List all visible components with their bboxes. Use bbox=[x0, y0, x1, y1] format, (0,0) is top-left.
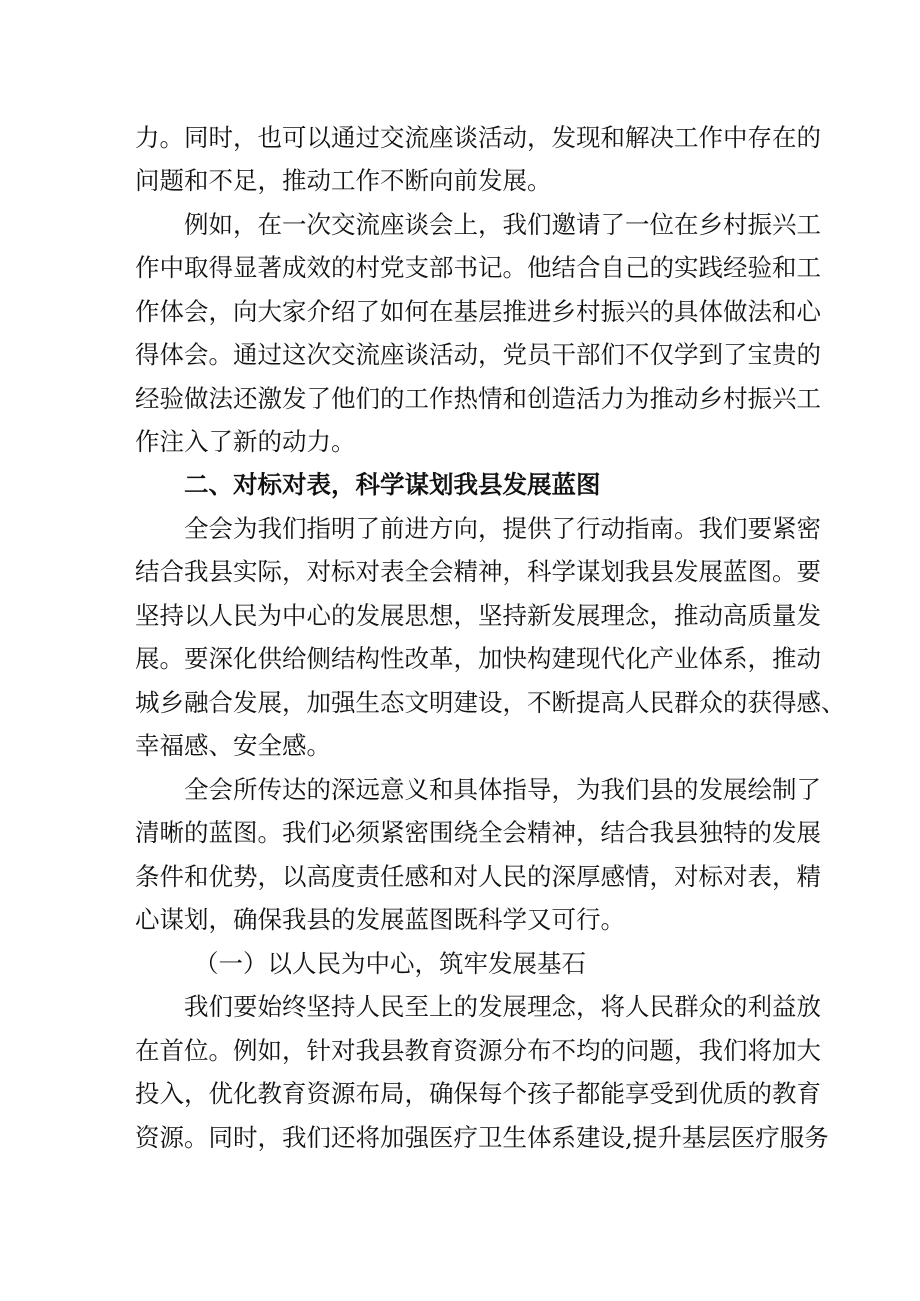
text-line-content: 结合我县实际，对标对表全会精神，科学谋划我县发展蓝图。要 bbox=[135, 557, 821, 586]
text-line bbox=[0, 1029, 920, 1073]
text-line-content: 城乡融合发展，加强生态文明建设，不断提高人民群众的获得感、 bbox=[135, 688, 846, 717]
text-line bbox=[0, 768, 920, 812]
text-line bbox=[0, 507, 920, 551]
text-line bbox=[0, 724, 920, 768]
text-line-content: 投入，优化教育资源布局，确保每个孩子都能享受到优质的教育 bbox=[135, 1079, 821, 1108]
text-line bbox=[0, 420, 920, 464]
text-line-content: 心谋划，确保我县的发展蓝图既科学又可行。 bbox=[135, 905, 625, 934]
subsection-heading-text: （一）以人民为中心，筑牢发展基石 bbox=[194, 949, 586, 978]
subsection-heading bbox=[0, 942, 920, 986]
text-line bbox=[0, 246, 920, 290]
text-line bbox=[0, 898, 920, 942]
text-line bbox=[0, 681, 920, 725]
text-line bbox=[0, 333, 920, 377]
text-line-content: 作注入了新的动力。 bbox=[135, 427, 356, 456]
text-line-content: 全会所传达的深远意义和具体指导，为我们县的发展绘制了 bbox=[184, 775, 821, 804]
text-line bbox=[0, 637, 920, 681]
section-heading bbox=[0, 463, 920, 507]
text-line bbox=[0, 594, 920, 638]
text-line bbox=[0, 203, 920, 247]
text-line bbox=[0, 985, 920, 1029]
text-line bbox=[0, 116, 920, 160]
text-line-content: 我们要始终坚持人民至上的发展理念，将人民群众的利益放 bbox=[184, 992, 821, 1021]
text-line-content: 得体会。通过这次交流座谈活动，党员干部们不仅学到了宝贵的 bbox=[135, 340, 821, 369]
text-line-content: 问题和不足，推动工作不断向前发展。 bbox=[135, 166, 552, 195]
text-line bbox=[0, 1072, 920, 1116]
text-line-content: 清晰的蓝图。我们必须紧密围绕全会精神，结合我县独特的发展 bbox=[135, 818, 821, 847]
text-line bbox=[0, 855, 920, 899]
text-line-content: 幸福感、安全感。 bbox=[135, 731, 331, 760]
text-line bbox=[0, 1116, 920, 1160]
text-line-content: 资源。同时，我们还将加强医疗卫生体系建设,提升基层医疗服务 bbox=[135, 1123, 829, 1152]
text-line-content: 全会为我们指明了前进方向，提供了行动指南。我们要紧密 bbox=[184, 514, 821, 543]
text-line-content: 条件和优势，以高度责任感和对人民的深厚感情，对标对表，精 bbox=[135, 862, 821, 891]
text-line bbox=[0, 377, 920, 421]
text-line-content: 作体会，向大家介绍了如何在基层推进乡村振兴的具体做法和心 bbox=[135, 297, 821, 326]
section-heading-text: 二、对标对表，科学谋划我县发展蓝图 bbox=[184, 470, 601, 499]
text-line bbox=[0, 290, 920, 334]
text-line bbox=[0, 550, 920, 594]
text-line-content: 坚持以人民为中心的发展思想，坚持新发展理念，推动高质量发 bbox=[135, 601, 821, 630]
text-line-content: 例如，在一次交流座谈会上，我们邀请了一位在乡村振兴工 bbox=[184, 210, 821, 239]
text-line-content: 作中取得显著成效的村党支部书记。他结合自己的实践经验和工 bbox=[135, 253, 821, 282]
text-line-content: 展。要深化供给侧结构性改革，加快构建现代化产业体系，推动 bbox=[135, 644, 821, 673]
text-line bbox=[0, 811, 920, 855]
text-line bbox=[0, 159, 920, 203]
text-line-content: 经验做法还激发了他们的工作热情和创造活力为推动乡村振兴工 bbox=[135, 384, 821, 413]
text-line-content: 力。同时，也可以通过交流座谈活动，发现和解决工作中存在的 bbox=[135, 123, 821, 152]
text-line-content: 在首位。例如，针对我县教育资源分布不均的问题，我们将加大 bbox=[135, 1036, 821, 1065]
